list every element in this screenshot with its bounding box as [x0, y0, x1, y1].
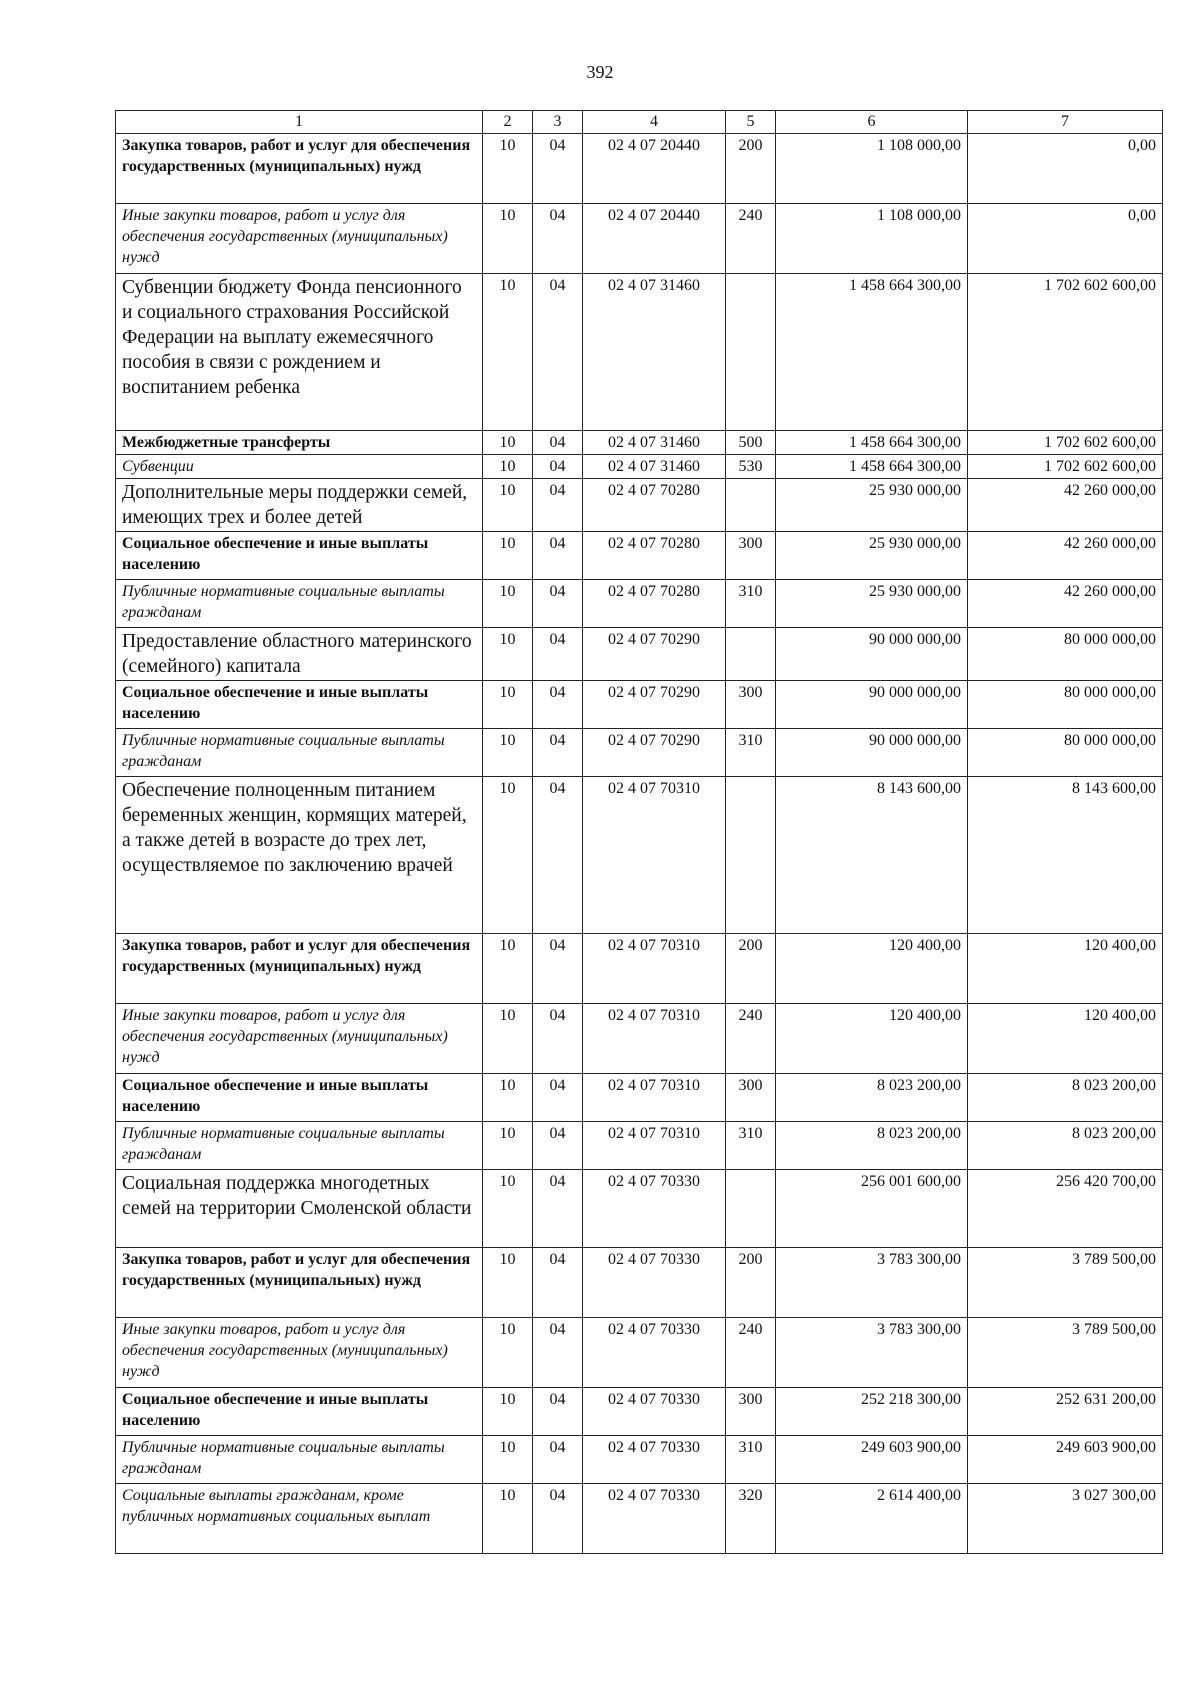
- row-amount-col7: 0,00: [968, 204, 1163, 274]
- row-section: 10: [483, 580, 533, 628]
- row-section: 10: [483, 1436, 533, 1484]
- row-amount-col6: 120 400,00: [776, 1004, 968, 1074]
- row-section: 10: [483, 1388, 533, 1436]
- row-name: Закупка товаров, работ и услуг для обеспечения государственных (муниципальных) нужд: [116, 934, 483, 1004]
- row-subsection: 04: [533, 681, 583, 729]
- row-expense-type: 240: [726, 1318, 776, 1388]
- row-amount-col7: 3 789 500,00: [968, 1318, 1163, 1388]
- table-row: [116, 934, 1163, 1004]
- row-amount-col7: 80 000 000,00: [968, 628, 1163, 681]
- row-expense-type: [726, 1170, 776, 1248]
- row-name: Социальная поддержка многодетных семей на территории Смоленской области: [116, 1170, 483, 1248]
- row-expense-type: [726, 479, 776, 532]
- row-subsection: 04: [533, 1248, 583, 1318]
- header-col-5: 5: [726, 111, 776, 134]
- row-target-code: 02 4 07 70330: [583, 1436, 726, 1484]
- row-target-code: 02 4 07 70330: [583, 1484, 726, 1554]
- row-target-code: 02 4 07 20440: [583, 134, 726, 204]
- header-col-2: 2: [483, 111, 533, 134]
- table-row: [116, 134, 1163, 204]
- table-row: [116, 580, 1163, 628]
- row-section: 10: [483, 934, 533, 1004]
- row-amount-col7: 1 702 602 600,00: [968, 431, 1163, 455]
- row-name: Закупка товаров, работ и услуг для обеспечения государственных (муниципальных) нужд: [116, 134, 483, 204]
- table-body: [116, 134, 1163, 1554]
- row-expense-type: 530: [726, 455, 776, 479]
- row-target-code: 02 4 07 70330: [583, 1170, 726, 1248]
- row-amount-col6: 1 108 000,00: [776, 134, 968, 204]
- row-expense-type: 300: [726, 532, 776, 580]
- row-expense-type: 200: [726, 1248, 776, 1318]
- row-section: 10: [483, 1122, 533, 1170]
- row-amount-col7: 3 789 500,00: [968, 1248, 1163, 1318]
- row-expense-type: 300: [726, 681, 776, 729]
- row-target-code: 02 4 07 70280: [583, 532, 726, 580]
- row-amount-col7: 1 702 602 600,00: [968, 274, 1163, 431]
- row-expense-type: [726, 274, 776, 431]
- row-amount-col6: 25 930 000,00: [776, 532, 968, 580]
- row-amount-col6: 8 023 200,00: [776, 1074, 968, 1122]
- table-row: [116, 1004, 1163, 1074]
- table-row: [116, 628, 1163, 681]
- row-target-code: 02 4 07 31460: [583, 274, 726, 431]
- row-name: Закупка товаров, работ и услуг для обеспечения государственных (муниципальных) нужд: [116, 1248, 483, 1318]
- row-target-code: 02 4 07 70290: [583, 729, 726, 777]
- row-section: 10: [483, 479, 533, 532]
- row-amount-col7: 42 260 000,00: [968, 532, 1163, 580]
- row-amount-col6: 2 614 400,00: [776, 1484, 968, 1554]
- header-col-4: 4: [583, 111, 726, 134]
- row-name: Дополнительные меры поддержки семей, имеющих трех и более детей: [116, 479, 483, 532]
- row-expense-type: 200: [726, 134, 776, 204]
- page-number: 392: [586, 62, 614, 82]
- row-target-code: 02 4 07 70330: [583, 1318, 726, 1388]
- row-subsection: 04: [533, 1318, 583, 1388]
- row-amount-col7: 249 603 900,00: [968, 1436, 1163, 1484]
- row-target-code: 02 4 07 31460: [583, 431, 726, 455]
- table-row: [116, 1170, 1163, 1248]
- row-target-code: 02 4 07 70330: [583, 1388, 726, 1436]
- table-row: [116, 777, 1163, 934]
- row-expense-type: 200: [726, 934, 776, 1004]
- row-subsection: 04: [533, 1484, 583, 1554]
- table-row: [116, 479, 1163, 532]
- header-row: [116, 111, 1163, 134]
- row-name: Публичные нормативные социальные выплаты гражданам: [116, 729, 483, 777]
- row-name: Социальные выплаты гражданам, кроме публичных нормативных социальных выплат: [116, 1484, 483, 1554]
- row-expense-type: 500: [726, 431, 776, 455]
- row-target-code: 02 4 07 70310: [583, 1074, 726, 1122]
- row-target-code: 02 4 07 70310: [583, 1004, 726, 1074]
- table-row: [116, 1122, 1163, 1170]
- row-amount-col7: 42 260 000,00: [968, 580, 1163, 628]
- row-subsection: 04: [533, 1436, 583, 1484]
- row-section: 10: [483, 628, 533, 681]
- table-row: [116, 455, 1163, 479]
- row-name: Публичные нормативные социальные выплаты гражданам: [116, 1436, 483, 1484]
- row-subsection: 04: [533, 580, 583, 628]
- row-amount-col6: 3 783 300,00: [776, 1318, 968, 1388]
- row-subsection: 04: [533, 628, 583, 681]
- table-row: [116, 1484, 1163, 1554]
- row-section: 10: [483, 1074, 533, 1122]
- row-section: 10: [483, 1170, 533, 1248]
- row-section: 10: [483, 1484, 533, 1554]
- row-target-code: 02 4 07 31460: [583, 455, 726, 479]
- row-target-code: 02 4 07 20440: [583, 204, 726, 274]
- table-row: [116, 729, 1163, 777]
- row-amount-col6: 8 023 200,00: [776, 1122, 968, 1170]
- header-col-1: 1: [116, 111, 483, 134]
- row-amount-col6: 1 458 664 300,00: [776, 274, 968, 431]
- row-subsection: 04: [533, 1004, 583, 1074]
- row-amount-col6: 1 108 000,00: [776, 204, 968, 274]
- row-expense-type: 300: [726, 1074, 776, 1122]
- row-expense-type: 310: [726, 1436, 776, 1484]
- row-amount-col7: 0,00: [968, 134, 1163, 204]
- row-name: Социальное обеспечение и иные выплаты населению: [116, 1074, 483, 1122]
- row-amount-col6: 252 218 300,00: [776, 1388, 968, 1436]
- row-amount-col6: 25 930 000,00: [776, 479, 968, 532]
- row-name: Межбюджетные трансферты: [116, 431, 483, 455]
- row-section: 10: [483, 134, 533, 204]
- row-amount-col7: 80 000 000,00: [968, 681, 1163, 729]
- row-amount-col6: 90 000 000,00: [776, 729, 968, 777]
- row-subsection: 04: [533, 532, 583, 580]
- row-amount-col6: 25 930 000,00: [776, 580, 968, 628]
- header-col-6: 6: [776, 111, 968, 134]
- row-amount-col6: 1 458 664 300,00: [776, 455, 968, 479]
- row-section: 10: [483, 1004, 533, 1074]
- row-amount-col7: 120 400,00: [968, 934, 1163, 1004]
- row-section: 10: [483, 729, 533, 777]
- row-expense-type: 240: [726, 1004, 776, 1074]
- row-target-code: 02 4 07 70280: [583, 479, 726, 532]
- row-name: Обеспечение полноценным питанием беременных женщин, кормящих матерей, а также детей в возрасте до трех лет, осуществляемое по заключению врачей: [116, 777, 483, 934]
- row-expense-type: 320: [726, 1484, 776, 1554]
- row-name: Субвенции: [116, 455, 483, 479]
- row-subsection: 04: [533, 274, 583, 431]
- row-amount-col6: 256 001 600,00: [776, 1170, 968, 1248]
- row-target-code: 02 4 07 70290: [583, 681, 726, 729]
- row-subsection: 04: [533, 455, 583, 479]
- row-amount-col7: 256 420 700,00: [968, 1170, 1163, 1248]
- row-name: Социальное обеспечение и иные выплаты населению: [116, 681, 483, 729]
- row-name: Публичные нормативные социальные выплаты гражданам: [116, 1122, 483, 1170]
- row-name: Социальное обеспечение и иные выплаты населению: [116, 532, 483, 580]
- row-amount-col7: 3 027 300,00: [968, 1484, 1163, 1554]
- row-subsection: 04: [533, 934, 583, 1004]
- row-subsection: 04: [533, 729, 583, 777]
- row-name: Субвенции бюджету Фонда пенсионного и социального страхования Российской Федерации на выплату ежемесячного пособия в связи с рождением и воспитанием ребенка: [116, 274, 483, 431]
- row-name: Предоставление областного материнского (семейного) капитала: [116, 628, 483, 681]
- row-amount-col7: 42 260 000,00: [968, 479, 1163, 532]
- row-subsection: 04: [533, 1388, 583, 1436]
- row-expense-type: [726, 628, 776, 681]
- row-expense-type: 240: [726, 204, 776, 274]
- row-subsection: 04: [533, 1122, 583, 1170]
- table-row: [116, 1074, 1163, 1122]
- table-row: [116, 274, 1163, 431]
- header-col-7: 7: [968, 111, 1163, 134]
- row-subsection: 04: [533, 479, 583, 532]
- row-amount-col6: 3 783 300,00: [776, 1248, 968, 1318]
- row-amount-col7: 1 702 602 600,00: [968, 455, 1163, 479]
- row-amount-col6: 249 603 900,00: [776, 1436, 968, 1484]
- row-section: 10: [483, 1248, 533, 1318]
- row-subsection: 04: [533, 1170, 583, 1248]
- row-amount-col7: 8 143 600,00: [968, 777, 1163, 934]
- row-subsection: 04: [533, 1074, 583, 1122]
- row-name: Иные закупки товаров, работ и услуг для обеспечения государственных (муниципальных) нужд: [116, 204, 483, 274]
- row-name: Иные закупки товаров, работ и услуг для обеспечения государственных (муниципальных) нужд: [116, 1004, 483, 1074]
- row-section: 10: [483, 681, 533, 729]
- row-expense-type: 310: [726, 580, 776, 628]
- row-section: 10: [483, 204, 533, 274]
- row-target-code: 02 4 07 70310: [583, 934, 726, 1004]
- row-target-code: 02 4 07 70310: [583, 1122, 726, 1170]
- table-row: [116, 532, 1163, 580]
- row-amount-col6: 120 400,00: [776, 934, 968, 1004]
- row-amount-col7: 120 400,00: [968, 1004, 1163, 1074]
- row-subsection: 04: [533, 431, 583, 455]
- table-row: [116, 431, 1163, 455]
- row-expense-type: [726, 777, 776, 934]
- row-amount-col6: 90 000 000,00: [776, 681, 968, 729]
- row-target-code: 02 4 07 70310: [583, 777, 726, 934]
- row-amount-col7: 8 023 200,00: [968, 1074, 1163, 1122]
- table-row: [116, 1436, 1163, 1484]
- row-section: 10: [483, 777, 533, 934]
- table-row: [116, 1318, 1163, 1388]
- row-section: 10: [483, 1318, 533, 1388]
- row-subsection: 04: [533, 777, 583, 934]
- row-section: 10: [483, 431, 533, 455]
- row-section: 10: [483, 532, 533, 580]
- row-expense-type: 310: [726, 729, 776, 777]
- row-expense-type: 310: [726, 1122, 776, 1170]
- row-section: 10: [483, 274, 533, 431]
- row-target-code: 02 4 07 70290: [583, 628, 726, 681]
- table-row: [116, 204, 1163, 274]
- row-amount-col6: 90 000 000,00: [776, 628, 968, 681]
- header-col-3: 3: [533, 111, 583, 134]
- table-row: [116, 1248, 1163, 1318]
- table-row: [116, 1388, 1163, 1436]
- row-target-code: 02 4 07 70330: [583, 1248, 726, 1318]
- budget-table: [115, 110, 1163, 1554]
- row-name: Публичные нормативные социальные выплаты гражданам: [116, 580, 483, 628]
- row-amount-col6: 1 458 664 300,00: [776, 431, 968, 455]
- row-name: Иные закупки товаров, работ и услуг для обеспечения государственных (муниципальных) нужд: [116, 1318, 483, 1388]
- row-subsection: 04: [533, 134, 583, 204]
- row-amount-col7: 252 631 200,00: [968, 1388, 1163, 1436]
- row-amount-col6: 8 143 600,00: [776, 777, 968, 934]
- row-section: 10: [483, 455, 533, 479]
- row-target-code: 02 4 07 70280: [583, 580, 726, 628]
- row-amount-col7: 8 023 200,00: [968, 1122, 1163, 1170]
- table-row: [116, 681, 1163, 729]
- row-amount-col7: 80 000 000,00: [968, 729, 1163, 777]
- row-name: Социальное обеспечение и иные выплаты населению: [116, 1388, 483, 1436]
- row-expense-type: 300: [726, 1388, 776, 1436]
- row-subsection: 04: [533, 204, 583, 274]
